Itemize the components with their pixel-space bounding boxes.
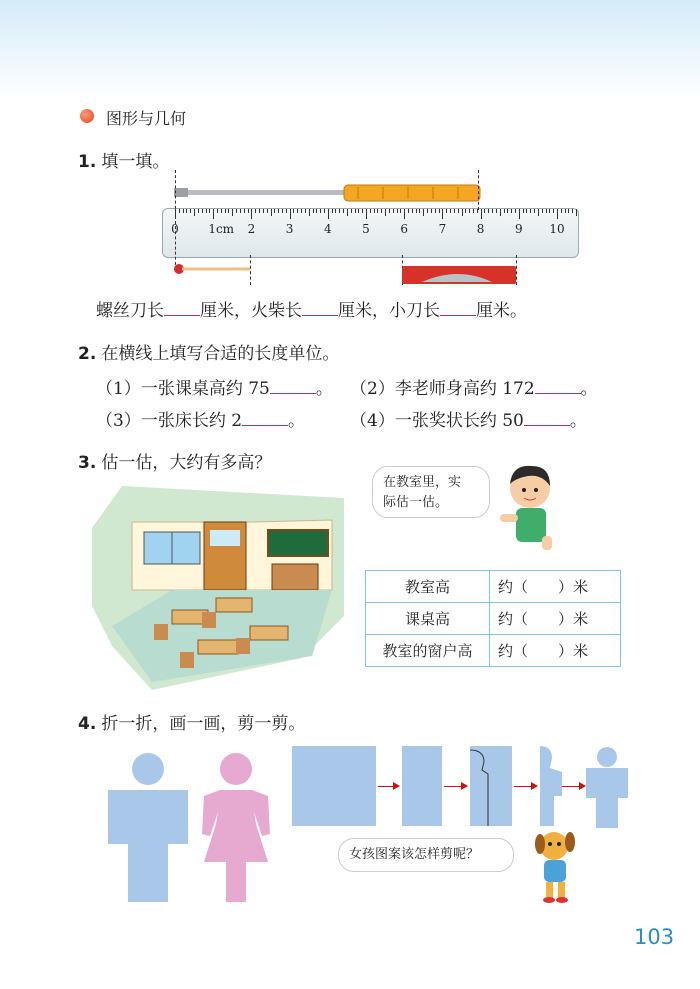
ruler-tick [251,209,252,219]
ruler-tick [335,209,336,213]
ruler-tick [484,209,485,213]
ruler-tick [366,209,367,219]
ruler-tick [225,209,226,213]
ruler-tick [538,209,539,216]
ruler-tick [355,209,356,213]
ruler-tick [328,209,329,219]
section-title: 图形与几何 [106,109,187,128]
ruler-tick [183,209,184,213]
question-bubble: 女孩图案该怎样剪呢？ [338,838,514,872]
ruler-tick [458,209,459,213]
ruler-tick [515,209,516,213]
ruler-tick [465,209,466,213]
ruler-tick [565,209,566,213]
arrow-right-icon [378,786,398,787]
ruler-tick [419,209,420,213]
ruler-tick [248,209,249,213]
question-2-item-2 [350,374,598,399]
ruler-tick [557,209,558,219]
item-end: 。 [288,411,306,431]
ruler-tick [389,209,390,213]
ruler-tick [186,209,187,213]
ruler-tick [549,209,550,213]
ruler-tick [526,209,527,213]
ruler-tick [542,209,543,213]
estimate-table [365,570,621,667]
ruler-tick [282,209,283,213]
ruler-tick [446,209,447,213]
ruler-tick [313,209,314,213]
sentence-text: 厘米，火柴长 [200,301,302,321]
question-1-sentence [96,296,527,321]
ruler-tick [305,209,306,213]
ruler-label: 8 [476,222,485,236]
ruler-tick [320,209,321,213]
ruler-tick [263,209,264,213]
item-end: 。 [315,379,333,399]
ruler-tick [561,209,562,213]
boy-cutout-shape [586,746,628,828]
page-header-band [0,0,700,100]
ruler-tick [316,209,317,213]
ruler-tick [504,209,505,213]
answer-blank[interactable] [535,393,581,394]
ruler-tick [553,209,554,213]
ruler [162,208,579,258]
ruler-tick [442,209,443,219]
ruler-tick [358,209,359,213]
ruler-tick [332,209,333,213]
ruler-label: 2 [247,222,256,236]
item-text: （1）一张课桌高约 75 [96,379,270,399]
ruler-tick [362,209,363,213]
item-text: （3）一张床长约 2 [96,411,243,431]
item-text: （2）李老师身高约 172 [350,379,535,399]
ruler-tick [343,209,344,213]
ruler-tick [339,209,340,213]
answer-blank[interactable] [440,315,476,316]
ruler-tick [209,209,210,213]
guide-line [175,170,176,270]
answer-blank[interactable] [164,315,200,316]
ruler-tick [530,209,531,213]
ruler-tick [202,209,203,213]
ruler-tick [469,209,470,213]
ruler-tick [381,209,382,213]
ruler-tick [228,209,229,213]
girl-silhouette-shape [196,752,276,902]
ruler-tick [286,209,287,213]
ruler-tick [324,209,325,213]
ruler-tick [481,209,482,219]
question-prompt: 折一折，画一画，剪一剪。 [101,714,306,734]
bubble-line: 在教室里，实 [383,475,462,490]
ruler-tick [290,209,291,219]
question-3-heading [78,448,271,473]
sentence-text: 厘米，小刀长 [338,301,440,321]
ruler-tick [507,209,508,213]
ruler-tick [431,209,432,213]
ruler-tick [385,209,386,216]
ruler-tick [278,209,279,213]
ruler-tick [309,209,310,216]
table-row [366,635,621,667]
question-2-item-1 [96,374,333,399]
table-estimate-cell[interactable]: 约（ ）米 [490,603,621,635]
ruler-tick [511,209,512,213]
ruler-label: 10 [549,222,565,236]
question-prompt: 在横线上填写合适的长度单位。 [101,344,340,364]
table-row [366,571,621,603]
ruler-tick [198,209,199,213]
ruler-tick [412,209,413,213]
ruler-tick [454,209,455,213]
ruler-tick [271,209,272,216]
ruler-tick [523,209,524,213]
cut-half-shape [540,746,562,826]
answer-blank[interactable] [270,393,316,394]
ruler-tick [240,209,241,213]
ruler-tick [416,209,417,213]
ruler-tick [221,209,222,213]
ruler-tick [255,209,256,213]
ruler-tick [546,209,547,213]
ruler-tick [393,209,394,213]
ruler-tick [244,209,245,213]
ruler-tick [450,209,451,213]
match-image [172,262,254,276]
ruler-tick [217,209,218,213]
hint-bubble [372,466,490,518]
answer-blank[interactable] [242,425,288,426]
ruler-tick [488,209,489,213]
ruler-tick [213,209,214,219]
question-2-item-4 [350,406,587,431]
ruler-tick [194,209,195,216]
ruler-tick [301,209,302,213]
knife-image [400,264,520,286]
ruler-tick [404,209,405,219]
boy-character-image [498,460,564,556]
question-4-heading [78,709,305,734]
arrow-right-icon [562,786,584,787]
ruler-tick [351,209,352,213]
sentence-text: 螺丝刀长 [96,301,164,321]
ruler-tick [232,209,233,216]
question-number: 2. [78,344,97,364]
ruler-tick [374,209,375,213]
question-prompt: 填一填。 [101,152,170,172]
ruler-tick [347,209,348,216]
table-item-cell: 教室的窗户高 [366,635,490,667]
paper-square [292,746,376,826]
question-number: 3. [78,453,97,473]
ruler-tick [568,209,569,213]
ruler-tick [370,209,371,213]
arrow-right-icon [514,786,536,787]
item-end: 。 [580,379,598,399]
ruler-tick [500,209,501,216]
ruler-label: 0 [171,222,179,236]
ruler-tick [297,209,298,213]
table-item-cell: 课桌高 [366,603,490,635]
ruler-tick [534,209,535,213]
ruler-tick [576,209,577,216]
question-number: 4. [78,714,97,734]
ruler-tick [462,209,463,216]
item-text: （4）一张奖状长约 50 [350,411,524,431]
folded-paper [402,746,442,826]
sentence-text: 厘米。 [476,301,527,321]
ruler-tick [259,209,260,213]
question-number: 1. [78,152,97,172]
ruler-tick [408,209,409,213]
ruler-tick [473,209,474,213]
question-prompt: 估一估，大约有多高？ [101,453,272,473]
table-estimate-cell[interactable]: 约（ ）米 [490,635,621,667]
ruler-tick [423,209,424,216]
ruler-tick [190,209,191,213]
table-row [366,603,621,635]
ruler-tick [400,209,401,213]
screwdriver-image [168,180,488,206]
ruler-tick [439,209,440,213]
ruler-tick [236,209,237,213]
ruler-tick [519,209,520,219]
section-bullet-icon [80,109,94,123]
ruler-tick [492,209,493,213]
ruler-tick [267,209,268,213]
ruler-label: 1cm [208,222,235,236]
answer-blank[interactable] [524,425,570,426]
answer-blank[interactable] [302,315,338,316]
ruler-tick [435,209,436,213]
ruler-label: 5 [362,222,370,236]
ruler-tick [179,209,180,213]
drawn-paper [470,746,512,826]
ruler-tick [274,209,275,213]
table-estimate-cell[interactable]: 约（ ）米 [490,571,621,603]
item-end: 。 [569,411,587,431]
ruler-tick [427,209,428,213]
ruler-label: 9 [514,222,523,236]
bubble-line: 际估一估。 [383,495,449,510]
ruler-tick [293,209,294,213]
ruler-tick [496,209,497,213]
ruler-label: 7 [438,222,447,236]
ruler-tick [572,209,573,213]
page-number: 103 [634,925,675,949]
question-1-heading [78,147,169,172]
guide-line [478,170,479,210]
ruler-tick [397,209,398,213]
arrow-right-icon [444,786,466,787]
ruler-label: 4 [323,222,332,236]
ruler-tick [377,209,378,213]
dog-character-image [528,828,582,904]
question-2-heading [78,339,339,364]
boy-silhouette-shape [108,752,188,902]
table-item-cell: 教室高 [366,571,490,603]
ruler-label: 3 [285,222,294,236]
ruler-tick [206,209,207,213]
ruler-label: 6 [400,222,409,236]
classroom-illustration [92,486,344,690]
question-2-item-3 [96,406,305,431]
